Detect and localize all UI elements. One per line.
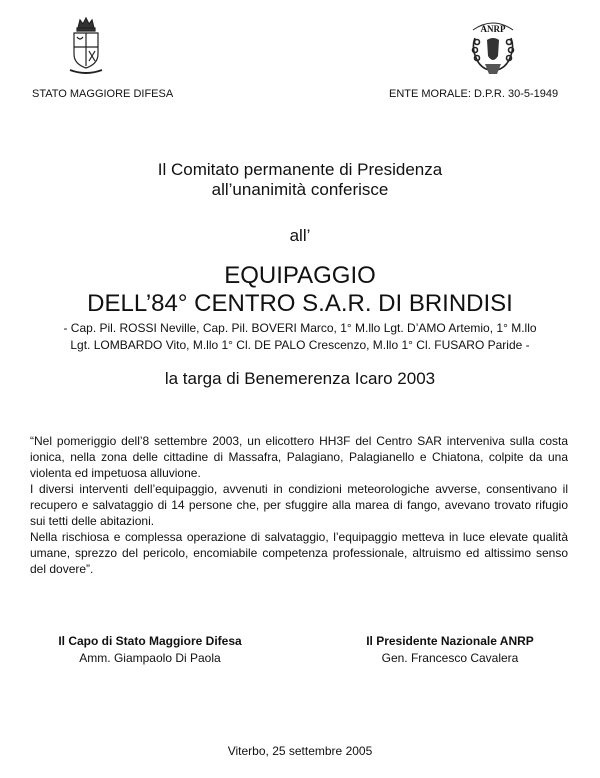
right-signature-block xyxy=(330,633,570,667)
motivation-paragraph-1: “Nel pomeriggio dell’8 settembre 2003, un elicottero HH3F del Centro SAR interveniva sulla costa ionica, nella zona delle cittadine di Massafra, Palagiano, Palagianello e Chiatona, colpite da una violenta ed impetuosa alluvione. xyxy=(30,434,568,480)
intro-line-2: all’unanimità conferisce xyxy=(211,180,389,199)
left-signature-role: Il Capo di Stato Maggiore Difesa xyxy=(58,634,242,648)
recipient-title xyxy=(0,262,600,318)
award-line: la targa di Benemerenza Icaro 2003 xyxy=(164,369,436,388)
crew-list xyxy=(0,320,600,354)
right-signature-role: Il Presidente Nazionale ANRP xyxy=(366,634,534,648)
crew-line-2: Lgt. LOMBARDO Vito, M.llo 1° Cl. DE PALO Crescenzo, M.llo 1° Cl. FUSARO Paride - xyxy=(70,338,530,352)
place-and-date: Viterbo, 25 settembre 2005 xyxy=(227,744,373,758)
crew-line-1: - Cap. Pil. ROSSI Neville, Cap. Pil. BOVERI Marco, 1° M.llo Lgt. D’AMO Artemio, 1° M.llo xyxy=(63,321,537,335)
military-crest-icon xyxy=(66,14,106,80)
anrp-logo-text: ANRP xyxy=(480,24,506,34)
right-signature-name: Gen. Francesco Cavalera xyxy=(381,651,519,665)
left-organization-label: STATO MAGGIORE DIFESA xyxy=(32,88,174,100)
left-signature-block xyxy=(30,633,270,667)
recipient-preposition: all’ xyxy=(289,226,311,245)
motivation-paragraph-2: I diversi interventi dell’equipaggio, avvenuti in condizioni meteorologiche avverse, consentivano il recupero e salvataggio di 14 persone che, per sfuggire alla marea di fango, avevano trovato rifugio sui tetti delle abitazioni. xyxy=(30,482,568,528)
recipient-title-line-1: EQUIPAGGIO xyxy=(224,262,376,289)
right-organization-label: ENTE MORALE: D.P.R. 30-5-1949 xyxy=(389,88,559,100)
motivation-paragraph-3: Nella rischiosa e complessa operazione di salvataggio, l’equipaggio metteva in luce elevate qualità umane, sprezzo del pericolo, encomiabile competenza professionale, altruismo ed altissimo senso del dovere”. xyxy=(30,530,568,576)
motivation-text xyxy=(30,433,568,577)
intro-line-1: Il Comitato permanente di Presidenza xyxy=(157,160,443,179)
recipient-title-line-2: DELL’84° CENTRO S.A.R. DI BRINDISI xyxy=(87,290,513,317)
intro-block xyxy=(0,160,600,200)
anrp-logo-icon xyxy=(463,12,523,84)
left-signature-name: Amm. Giampaolo Di Paola xyxy=(79,651,221,665)
